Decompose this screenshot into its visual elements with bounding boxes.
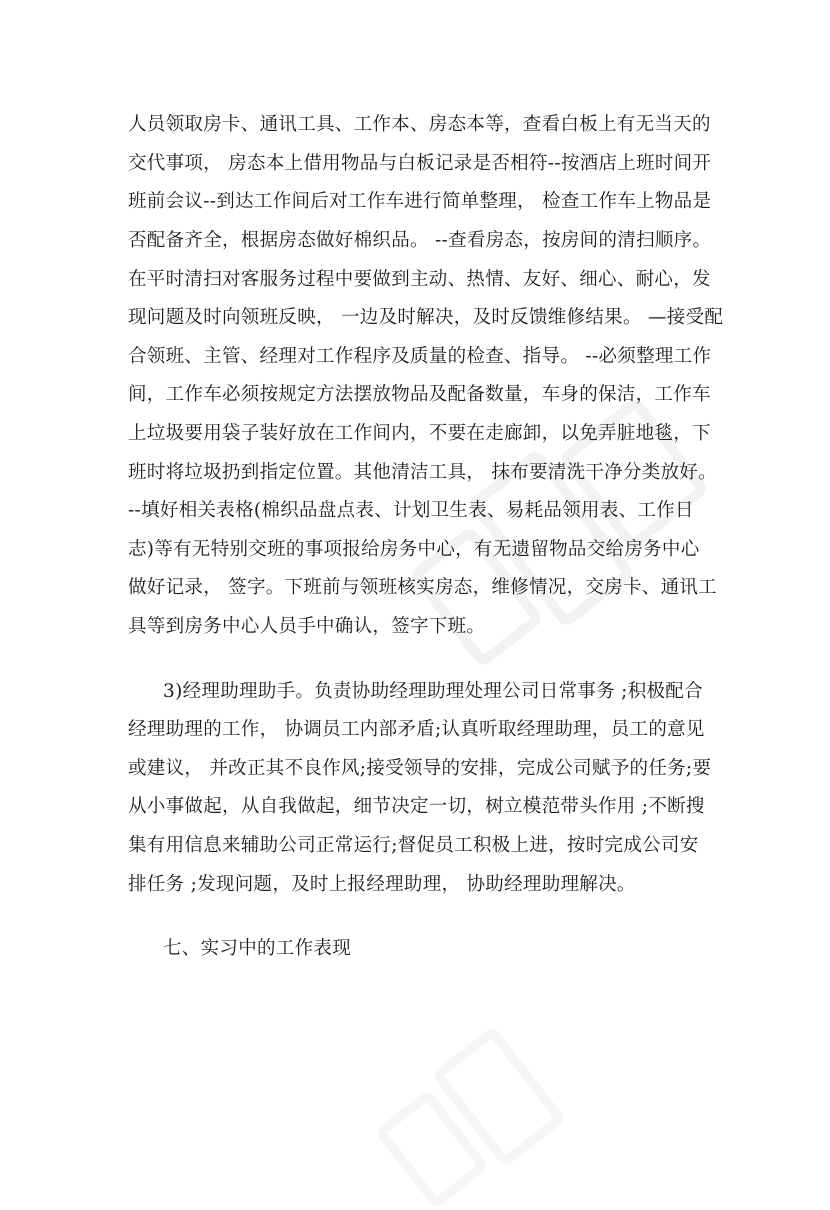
text-line: 否配备齐全，根据房态做好棉织品。 --查看房态，按房间的清扫顺序。: [128, 230, 712, 251]
text-line: 在平时清扫对客服务过程中要做到主动、热情、友好、细心、耐心，发: [128, 269, 711, 290]
text-line: 现问题及时向领班反映， 一边及时解决，及时反馈维修结果。 —接受配: [128, 307, 724, 328]
text-line: 或建议， 并改正其不良作风;接受领导的安排，完成公司赋予的任务;要: [128, 758, 712, 779]
watermark-corner-icon: [330, 1010, 650, 1210]
text-line: 集有用信息来辅助公司正常运行;督促员工积极上进，按时完成公司安: [128, 835, 699, 856]
text-line: 从小事做起，从自我做起，细节决定一切，树立模范带头作用 ;不断搜: [128, 796, 705, 817]
text-line: 做好记录， 签字。下班前与领班核实房态，维修情况，交房卡、通讯工: [128, 577, 717, 598]
text-line: 间，工作车必须按规定方法摆放物品及配备数量，车身的保洁，工作车: [128, 384, 711, 405]
text-line: 具等到房务中心人员手中确认，签字下班。: [128, 616, 486, 637]
text-line: 合领班、主管、经理对工作程序及质量的检查、指导。 --必须整理工作: [128, 346, 712, 367]
text-line: 交代事项， 房态本上借用物品与白板记录是否相符--按酒店上班时间开: [128, 153, 712, 174]
text-line: 志)等有无特别交班的事项报给房务中心，有无遗留物品交给房务中心: [128, 539, 700, 560]
text-line: 排任务 ;发现问题，及时上报经理助理， 协助经理助理解决。: [128, 874, 636, 895]
text-line: 3)经理助理助手。负责协助经理助理处理公司日常事务 ;积极配合: [163, 681, 703, 702]
text-line: 班前会议--到达工作间后对工作车进行简单整理， 检查工作车上物品是: [128, 191, 712, 212]
text-line: 人员领取房卡、通讯工具、工作本、房态本等，查看白板上有无当天的: [128, 114, 711, 135]
text-line: 上垃圾要用袋子装好放在工作间内，不要在走廊卸，以免弄脏地毯，下: [128, 423, 711, 444]
text-line: 班时将垃圾扔到指定位置。其他清洁工具， 抹布要清洗干净分类放好。: [128, 462, 717, 483]
text-line: 经理助理的工作， 协调员工内部矛盾;认真听取经理助理，员工的意见: [128, 719, 705, 740]
section-heading: 七、实习中的工作表现: [163, 938, 352, 959]
text-line: --填好相关表格(棉织品盘点表、计划卫生表、易耗品领用表、工作日: [128, 500, 694, 521]
